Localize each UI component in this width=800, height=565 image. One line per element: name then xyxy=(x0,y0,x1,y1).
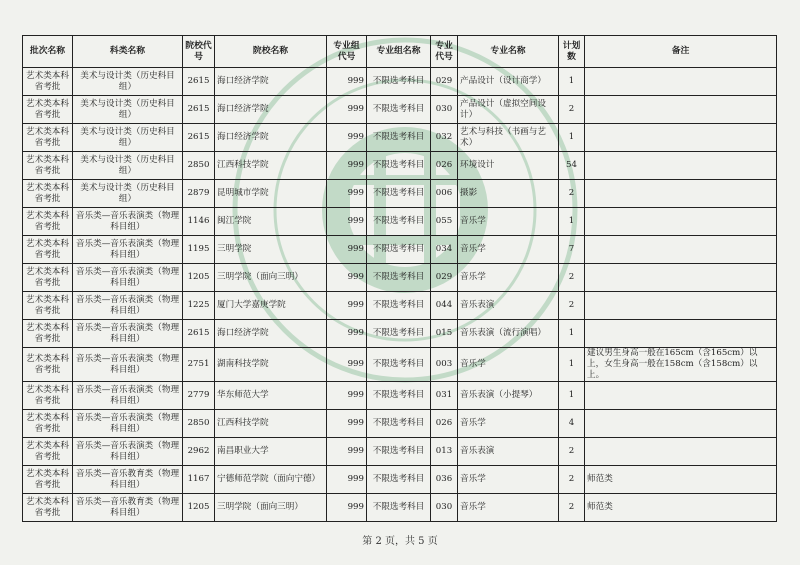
cell-major-code: 029 xyxy=(431,68,458,96)
cell-category: 音乐类—音乐表演类（物理科目组） xyxy=(73,292,183,320)
cell-group-name: 不限选考科目 xyxy=(367,96,431,124)
cell-major: 摄影 xyxy=(458,180,559,208)
cell-group-code: 999 xyxy=(327,152,367,180)
table-row xyxy=(23,410,777,438)
cell-school: 三明学院（面向三明） xyxy=(215,264,327,292)
cell-category: 美术与设计类（历史科目组） xyxy=(73,68,183,96)
cell-school: 江西科技学院 xyxy=(215,152,327,180)
cell-group-name: 不限选考科目 xyxy=(367,124,431,152)
cell-batch: 艺术类本科省考批 xyxy=(23,96,73,124)
header-plan: 计划数 xyxy=(559,36,585,68)
cell-major-code: 026 xyxy=(431,152,458,180)
cell-school-code: 2615 xyxy=(183,124,215,152)
table-row xyxy=(23,236,777,264)
header-category: 科类名称 xyxy=(73,36,183,68)
cell-group-name: 不限选考科目 xyxy=(367,68,431,96)
cell-school: 宁德师范学院（面向宁德） xyxy=(215,466,327,494)
cell-note xyxy=(585,68,777,96)
cell-group-code: 999 xyxy=(327,180,367,208)
cell-group-code: 999 xyxy=(327,466,367,494)
cell-major-code: 013 xyxy=(431,438,458,466)
cell-school: 海口经济学院 xyxy=(215,124,327,152)
cell-major: 产品设计（设计商学） xyxy=(458,68,559,96)
cell-category: 美术与设计类（历史科目组） xyxy=(73,152,183,180)
cell-major: 音乐表演（小提琴） xyxy=(458,382,559,410)
cell-major: 音乐学 xyxy=(458,236,559,264)
table-row xyxy=(23,124,777,152)
cell-group-code: 999 xyxy=(327,264,367,292)
cell-batch: 艺术类本科省考批 xyxy=(23,180,73,208)
table-row xyxy=(23,466,777,494)
cell-major: 产品设计（虚拟空间设计） xyxy=(458,96,559,124)
table-row xyxy=(23,152,777,180)
cell-category: 美术与设计类（历史科目组） xyxy=(73,180,183,208)
header-school-code: 院校代号 xyxy=(183,36,215,68)
table-row xyxy=(23,68,777,96)
cell-group-name: 不限选考科目 xyxy=(367,348,431,382)
cell-school-code: 2962 xyxy=(183,438,215,466)
cell-group-name: 不限选考科目 xyxy=(367,410,431,438)
cell-major: 音乐学 xyxy=(458,410,559,438)
cell-group-name: 不限选考科目 xyxy=(367,208,431,236)
table-row xyxy=(23,438,777,466)
cell-group-code: 999 xyxy=(327,348,367,382)
cell-group-name: 不限选考科目 xyxy=(367,180,431,208)
cell-plan: 1 xyxy=(559,320,585,348)
header-note: 备注 xyxy=(585,36,777,68)
cell-note: 建议男生身高一般在165cm（含165cm）以上，女生身高一般在158cm（含158cm）以上。 xyxy=(585,348,777,382)
cell-group-name: 不限选考科目 xyxy=(367,264,431,292)
cell-batch: 艺术类本科省考批 xyxy=(23,152,73,180)
cell-major: 音乐表演（流行演唱） xyxy=(458,320,559,348)
cell-category: 音乐类—音乐表演类（物理科目组） xyxy=(73,236,183,264)
cell-major: 音乐学 xyxy=(458,494,559,522)
cell-group-code: 999 xyxy=(327,236,367,264)
cell-group-name: 不限选考科目 xyxy=(367,320,431,348)
cell-plan: 2 xyxy=(559,466,585,494)
cell-group-code: 999 xyxy=(327,124,367,152)
cell-batch: 艺术类本科省考批 xyxy=(23,320,73,348)
cell-plan: 1 xyxy=(559,382,585,410)
table-row xyxy=(23,264,777,292)
cell-school-code: 2615 xyxy=(183,320,215,348)
cell-note xyxy=(585,438,777,466)
cell-batch: 艺术类本科省考批 xyxy=(23,124,73,152)
cell-plan: 1 xyxy=(559,124,585,152)
cell-note xyxy=(585,264,777,292)
header-group-code: 专业组代号 xyxy=(327,36,367,68)
cell-school-code: 2850 xyxy=(183,152,215,180)
cell-major: 音乐学 xyxy=(458,208,559,236)
cell-major-code: 003 xyxy=(431,348,458,382)
cell-school: 闽江学院 xyxy=(215,208,327,236)
cell-school: 三明学院（面向三明） xyxy=(215,494,327,522)
cell-school: 海口经济学院 xyxy=(215,96,327,124)
cell-major: 音乐表演 xyxy=(458,438,559,466)
cell-school-code: 2751 xyxy=(183,348,215,382)
cell-school-code: 2615 xyxy=(183,68,215,96)
cell-note xyxy=(585,410,777,438)
cell-group-code: 999 xyxy=(327,382,367,410)
cell-category: 音乐类—音乐表演类（物理科目组） xyxy=(73,410,183,438)
cell-batch: 艺术类本科省考批 xyxy=(23,68,73,96)
cell-school: 华东师范大学 xyxy=(215,382,327,410)
cell-category: 音乐类—音乐教育类（物理科目组） xyxy=(73,494,183,522)
cell-school: 湖南科技学院 xyxy=(215,348,327,382)
cell-batch: 艺术类本科省考批 xyxy=(23,382,73,410)
cell-group-code: 999 xyxy=(327,320,367,348)
header-major-code: 专业代号 xyxy=(431,36,458,68)
cell-group-name: 不限选考科目 xyxy=(367,466,431,494)
cell-category: 美术与设计类（历史科目组） xyxy=(73,124,183,152)
table-row xyxy=(23,348,777,382)
table-row xyxy=(23,320,777,348)
cell-note xyxy=(585,236,777,264)
cell-batch: 艺术类本科省考批 xyxy=(23,348,73,382)
cell-plan: 1 xyxy=(559,68,585,96)
cell-note xyxy=(585,180,777,208)
cell-major: 艺术与科技（书画与艺术） xyxy=(458,124,559,152)
cell-category: 音乐类—音乐表演类（物理科目组） xyxy=(73,438,183,466)
cell-note: 师范类 xyxy=(585,466,777,494)
cell-school: 昆明城市学院 xyxy=(215,180,327,208)
cell-batch: 艺术类本科省考批 xyxy=(23,494,73,522)
cell-group-code: 999 xyxy=(327,208,367,236)
admission-plan-table xyxy=(22,35,777,522)
cell-batch: 艺术类本科省考批 xyxy=(23,208,73,236)
cell-category: 音乐类—音乐表演类（物理科目组） xyxy=(73,382,183,410)
cell-major-code: 029 xyxy=(431,264,458,292)
header-major: 专业名称 xyxy=(458,36,559,68)
cell-group-code: 999 xyxy=(327,410,367,438)
cell-school-code: 1225 xyxy=(183,292,215,320)
cell-major-code: 030 xyxy=(431,494,458,522)
cell-note: 师范类 xyxy=(585,494,777,522)
cell-batch: 艺术类本科省考批 xyxy=(23,292,73,320)
cell-batch: 艺术类本科省考批 xyxy=(23,264,73,292)
header-school: 院校名称 xyxy=(215,36,327,68)
cell-major: 音乐表演 xyxy=(458,292,559,320)
cell-note xyxy=(585,152,777,180)
cell-school: 海口经济学院 xyxy=(215,68,327,96)
cell-group-name: 不限选考科目 xyxy=(367,382,431,410)
table-row xyxy=(23,208,777,236)
table-row xyxy=(23,382,777,410)
cell-school-code: 1146 xyxy=(183,208,215,236)
cell-category: 音乐类—音乐表演类（物理科目组） xyxy=(73,208,183,236)
cell-group-code: 999 xyxy=(327,292,367,320)
cell-plan: 2 xyxy=(559,438,585,466)
cell-group-code: 999 xyxy=(327,68,367,96)
header-row xyxy=(23,36,777,68)
cell-category: 美术与设计类（历史科目组） xyxy=(73,96,183,124)
cell-plan: 1 xyxy=(559,348,585,382)
cell-school-code: 1205 xyxy=(183,264,215,292)
cell-batch: 艺术类本科省考批 xyxy=(23,466,73,494)
cell-major: 音乐学 xyxy=(458,348,559,382)
cell-school: 海口经济学院 xyxy=(215,320,327,348)
cell-school-code: 1205 xyxy=(183,494,215,522)
cell-major-code: 055 xyxy=(431,208,458,236)
cell-group-name: 不限选考科目 xyxy=(367,494,431,522)
table-row xyxy=(23,180,777,208)
cell-plan: 2 xyxy=(559,264,585,292)
cell-plan: 2 xyxy=(559,292,585,320)
admission-plan-sheet xyxy=(22,35,776,517)
cell-school: 厦门大学嘉庚学院 xyxy=(215,292,327,320)
table-row xyxy=(23,96,777,124)
cell-group-code: 999 xyxy=(327,494,367,522)
cell-category: 音乐类—音乐教育类（物理科目组） xyxy=(73,466,183,494)
cell-note xyxy=(585,292,777,320)
cell-plan: 7 xyxy=(559,236,585,264)
cell-group-name: 不限选考科目 xyxy=(367,292,431,320)
cell-plan: 2 xyxy=(559,96,585,124)
cell-major-code: 044 xyxy=(431,292,458,320)
cell-major-code: 006 xyxy=(431,180,458,208)
cell-note xyxy=(585,96,777,124)
cell-batch: 艺术类本科省考批 xyxy=(23,410,73,438)
cell-category: 音乐类—音乐表演类（物理科目组） xyxy=(73,320,183,348)
cell-plan: 2 xyxy=(559,180,585,208)
page-number: 第 2 页，共 5 页 xyxy=(362,536,438,547)
table-row xyxy=(23,292,777,320)
cell-school-code: 2879 xyxy=(183,180,215,208)
cell-plan: 54 xyxy=(559,152,585,180)
cell-major-code: 034 xyxy=(431,236,458,264)
cell-school-code: 2779 xyxy=(183,382,215,410)
cell-category: 音乐类—音乐表演类（物理科目组） xyxy=(73,264,183,292)
cell-school-code: 1167 xyxy=(183,466,215,494)
cell-group-name: 不限选考科目 xyxy=(367,236,431,264)
cell-group-name: 不限选考科目 xyxy=(367,152,431,180)
cell-category: 音乐类—音乐表演类（物理科目组） xyxy=(73,348,183,382)
cell-group-code: 999 xyxy=(327,438,367,466)
cell-group-name: 不限选考科目 xyxy=(367,438,431,466)
cell-note xyxy=(585,320,777,348)
cell-school-code: 1195 xyxy=(183,236,215,264)
cell-note xyxy=(585,124,777,152)
cell-major-code: 036 xyxy=(431,466,458,494)
cell-batch: 艺术类本科省考批 xyxy=(23,438,73,466)
cell-major-code: 031 xyxy=(431,382,458,410)
cell-school: 三明学院 xyxy=(215,236,327,264)
cell-major-code: 030 xyxy=(431,96,458,124)
cell-major-code: 032 xyxy=(431,124,458,152)
cell-school-code: 2615 xyxy=(183,96,215,124)
header-group-name: 专业组名称 xyxy=(367,36,431,68)
cell-batch: 艺术类本科省考批 xyxy=(23,236,73,264)
cell-note xyxy=(585,382,777,410)
cell-group-code: 999 xyxy=(327,96,367,124)
cell-plan: 2 xyxy=(559,494,585,522)
table-row xyxy=(23,494,777,522)
cell-school-code: 2850 xyxy=(183,410,215,438)
cell-school: 南昌职业大学 xyxy=(215,438,327,466)
cell-school: 江西科技学院 xyxy=(215,410,327,438)
cell-major: 音乐学 xyxy=(458,466,559,494)
cell-major: 环境设计 xyxy=(458,152,559,180)
cell-note xyxy=(585,208,777,236)
cell-plan: 4 xyxy=(559,410,585,438)
cell-major: 音乐学 xyxy=(458,264,559,292)
header-batch: 批次名称 xyxy=(23,36,73,68)
cell-major-code: 026 xyxy=(431,410,458,438)
cell-plan: 1 xyxy=(559,208,585,236)
cell-major-code: 015 xyxy=(431,320,458,348)
